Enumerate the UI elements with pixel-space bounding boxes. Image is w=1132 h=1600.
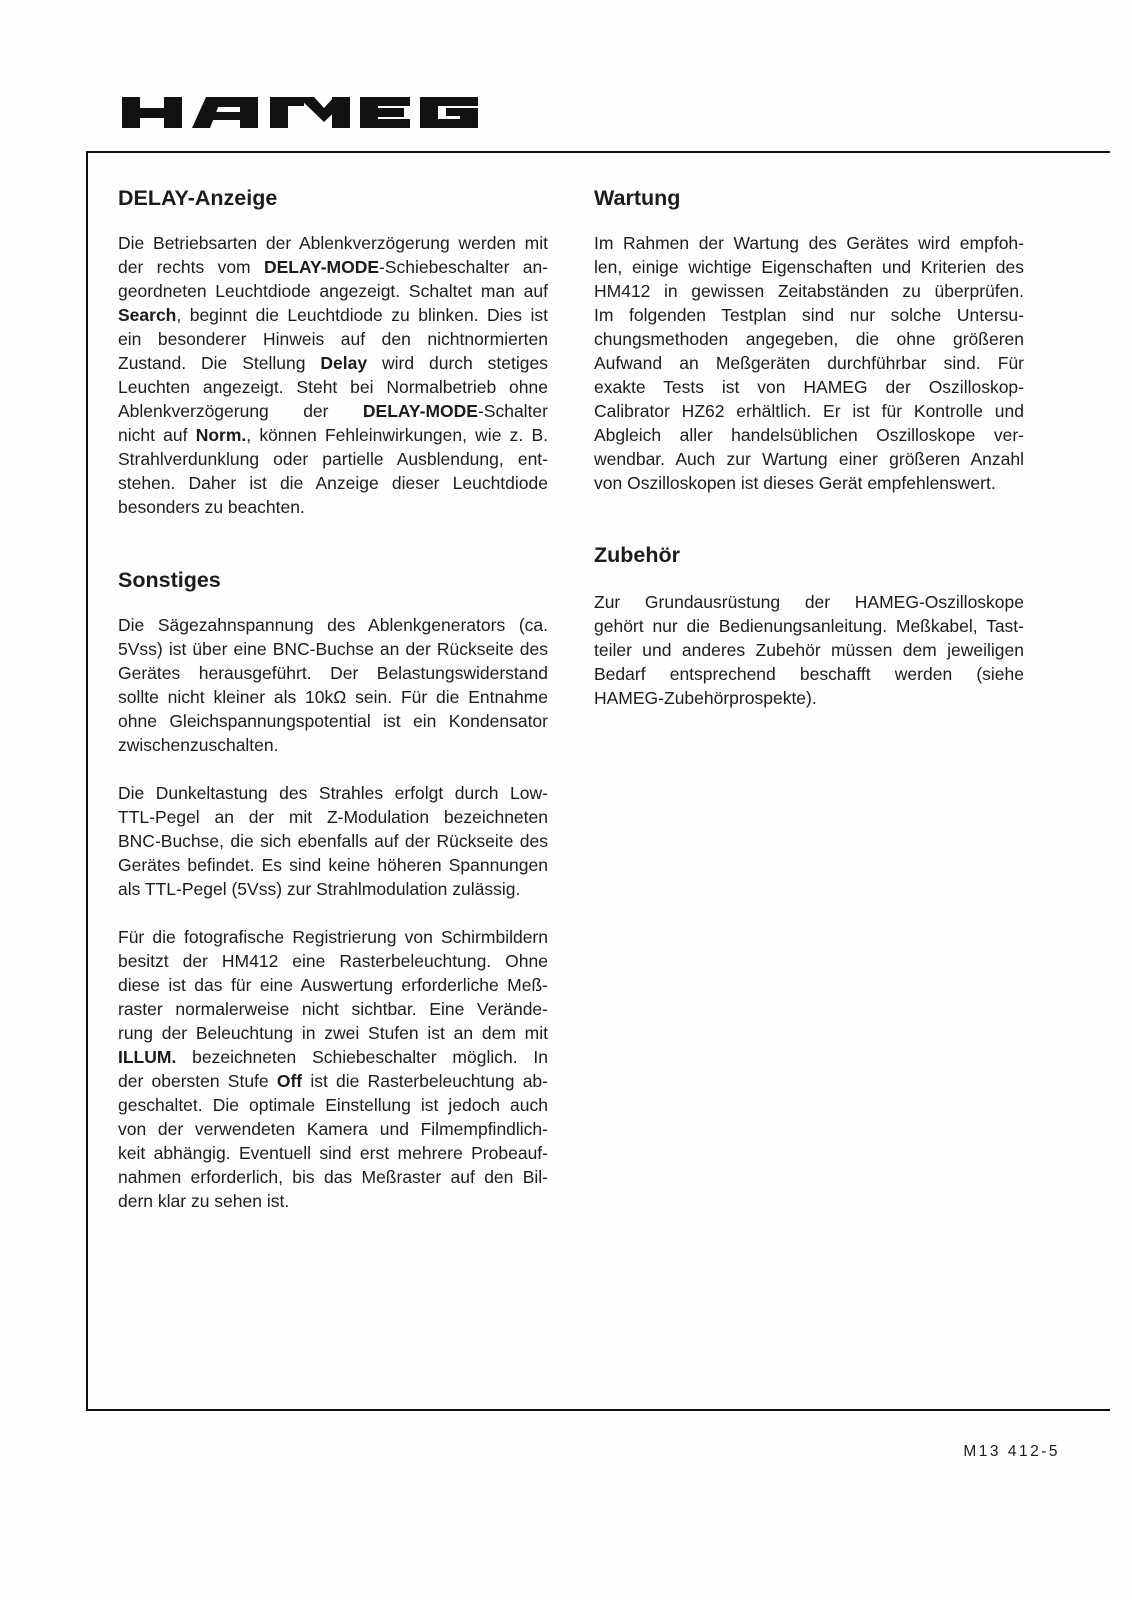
text-run: nahmen erforderlich, bis das Meßraster auf den Bil- [118,1167,548,1187]
text-run: Die Betriebsarten der Ablenkverzögerung werden mit [118,233,548,253]
text-line [118,303,548,327]
text-line [118,447,548,471]
text-run: Für die fotografische Registrierung von Schirmbildern [118,927,548,947]
bold-term: DELAY-MODE [362,401,478,421]
text-run: Gerätes befindet. Es sind keine höheren Spannungen [118,855,548,875]
text-line [594,279,1024,303]
text-line [118,949,548,973]
text-line [118,351,548,375]
text-run: Zustand. Die Stellung [118,353,321,373]
text-line [118,805,548,829]
text-run: TTL-Pegel an der mit Z-Modulation bezeichneten [118,807,548,827]
text-line [118,399,548,423]
text-line [118,973,548,997]
paragraph-rasterbeleuchtung [118,925,548,1213]
paragraph-delay-anzeige [118,231,548,519]
text-run: nicht auf [118,425,196,445]
text-line [594,590,1024,614]
text-line [118,853,548,877]
text-run: Die Sägezahnspannung des Ablenkgenerators (ca. [118,615,548,635]
text-run: Die Dunkeltastung des Strahles erfolgt durch Low- [118,783,548,803]
bold-term: Norm. [195,425,247,445]
text-run: gehört nur die Bedienungsanleitung. Meßkabel, Tast- [594,616,1024,636]
text-run: -Schiebeschalter an- [379,257,548,277]
text-run: ohne Gleichspannungspotential ist ein Kondensator [118,711,548,731]
text-line [118,709,548,733]
text-line [118,1141,548,1165]
text-line [118,661,548,685]
text-line [118,925,548,949]
text-run: chungsmethoden angegeben, die ohne größeren [594,329,1024,349]
bottom-rule [86,1409,1110,1411]
bold-term: Off [276,1071,303,1091]
text-line [118,375,548,399]
text-run: raster normalerweise nicht sichtbar. Eine Verände- [118,999,548,1019]
text-run: ein besonderer Hinweis auf den nichtnormierten [118,329,548,349]
text-run: geschaltet. Die optimale Einstellung ist jedoch auch [118,1095,548,1115]
paragraph-zubehoer [594,590,1024,710]
paragraph-saegezahnspannung [118,613,548,757]
text-run: bezeichneten Schiebeschalter möglich. In [176,1047,548,1067]
text-line [594,399,1024,423]
section-heading-delay-anzeige: DELAY-Anzeige [118,186,278,210]
bold-term: Delay [320,353,368,373]
text-line [118,1117,548,1141]
text-line [594,614,1024,638]
text-line [118,781,548,805]
text-line [118,471,548,495]
text-line [594,255,1024,279]
text-run: als TTL-Pegel (5Vss) zur Strahlmodulation zulässig. [118,879,521,899]
bold-term: Search [118,305,177,325]
section-heading-sonstiges: Sonstiges [118,568,221,592]
text-run: Abgleich aller handelsüblichen Oszilloskope ver- [594,425,1024,445]
text-line [118,613,548,637]
text-line [594,303,1024,327]
text-run: keit abhängig. Eventuell sind erst mehrere Probeauf- [118,1143,548,1163]
text-run: wendbar. Auch zur Wartung einer größeren Anzahl [594,449,1024,469]
text-line [594,375,1024,399]
text-line [118,1069,548,1093]
text-line [118,997,548,1021]
text-line [118,877,548,901]
text-run: Im Rahmen der Wartung des Gerätes wird empfoh- [594,233,1024,253]
text-line [594,638,1024,662]
text-run: , beginnt die Leuchtdiode zu blinken. Dies ist [176,305,548,325]
bold-term: DELAY-MODE [263,257,380,277]
text-run: HM412 in gewissen Zeitabständen zu überprüfen. [594,281,1024,301]
text-run: BNC-Buchse, die sich ebenfalls auf der Rückseite des [118,831,548,851]
paragraph-dunkeltastung [118,781,548,901]
text-run: Zur Grundausrüstung der HAMEG-Oszilloskope [594,592,1024,612]
document-number: M13 412-5 [963,1443,1060,1460]
text-run: Aufwand an Meßgeräten durchführbar sind. Für [594,353,1024,373]
left-border-rule [86,151,88,1411]
text-line [118,231,548,255]
text-line [594,231,1024,255]
text-run: exakte Tests ist von HAMEG der Oszilloskop- [594,377,1024,397]
text-run: stehen. Daher ist die Anzeige dieser Leuchtdiode [118,473,548,493]
text-line [118,829,548,853]
text-run: teiler und anderes Zubehör müssen dem jeweiligen [594,640,1024,660]
text-line [118,255,548,279]
text-run: von Oszilloskopen ist dieses Gerät empfehlenswert. [594,473,996,493]
hameg-logo [120,95,480,131]
text-run: sollte nicht kleiner als 10kΩ sein. Für die Entnahme [118,687,548,707]
top-rule [86,151,1110,153]
text-run: ist die Rasterbeleuchtung ab- [302,1071,548,1091]
text-run: der obersten Stufe [118,1071,277,1091]
text-run: Ablenkverzögerung der [118,401,363,421]
text-run: Gerätes herausgeführt. Der Belastungswiderstand [118,663,548,683]
text-line [594,471,1024,495]
text-line [118,1021,548,1045]
text-line [118,1189,548,1213]
text-line [118,1045,548,1069]
text-run: Im folgenden Testplan sind nur solche Untersu- [594,305,1024,325]
text-run: -Schalter [477,401,548,421]
text-run: der rechts vom [118,257,264,277]
text-line [594,423,1024,447]
text-run: 5Vss) ist über eine BNC-Buchse an der Rückseite des [118,639,548,659]
text-line [118,423,548,447]
text-run: Leuchten angezeigt. Steht bei Normalbetrieb ohne [118,377,548,397]
text-run: Bedarf entsprechend beschafft werden (siehe [594,664,1024,684]
text-line [118,637,548,661]
text-line [118,733,548,757]
text-line [594,351,1024,375]
text-run: rung der Beleuchtung in zwei Stufen ist an dem mit [118,1023,548,1043]
text-run: diese ist das für eine Auswertung erforderliche Meß- [118,975,548,995]
text-line [118,279,548,303]
text-line [118,1165,548,1189]
text-run: besonders zu beachten. [118,497,305,517]
text-run: len, einige wichtige Eigenschaften und Kriterien des [594,257,1024,277]
text-run: dern klar zu sehen ist. [118,1191,290,1211]
text-run: Calibrator HZ62 erhältlich. Er ist für Kontrolle und [594,401,1024,421]
text-line [118,327,548,351]
bold-term: ILLUM. [118,1047,177,1067]
text-run: , können Fehleinwirkungen, wie z. B. [246,425,548,445]
section-heading-wartung: Wartung [594,186,681,210]
text-line [594,447,1024,471]
text-run: wird durch stetiges [367,353,548,373]
text-line [118,495,548,519]
text-line [118,1093,548,1117]
text-run: geordneten Leuchtdiode angezeigt. Schaltet man auf [118,281,548,301]
text-run: besitzt der HM412 eine Rasterbeleuchtung. Ohne [118,951,548,971]
text-run: zwischenzuschalten. [118,735,279,755]
text-line [594,662,1024,686]
text-line [594,327,1024,351]
text-run: Strahlverdunklung oder partielle Ausblendung, ent- [118,449,548,469]
text-line [594,686,1024,710]
text-run: HAMEG-Zubehörprospekte). [594,688,817,708]
paragraph-wartung [594,231,1024,495]
section-heading-zubehoer: Zubehör [594,543,680,567]
text-line [118,685,548,709]
text-run: von der verwendeten Kamera und Filmempfindlich- [118,1119,548,1139]
